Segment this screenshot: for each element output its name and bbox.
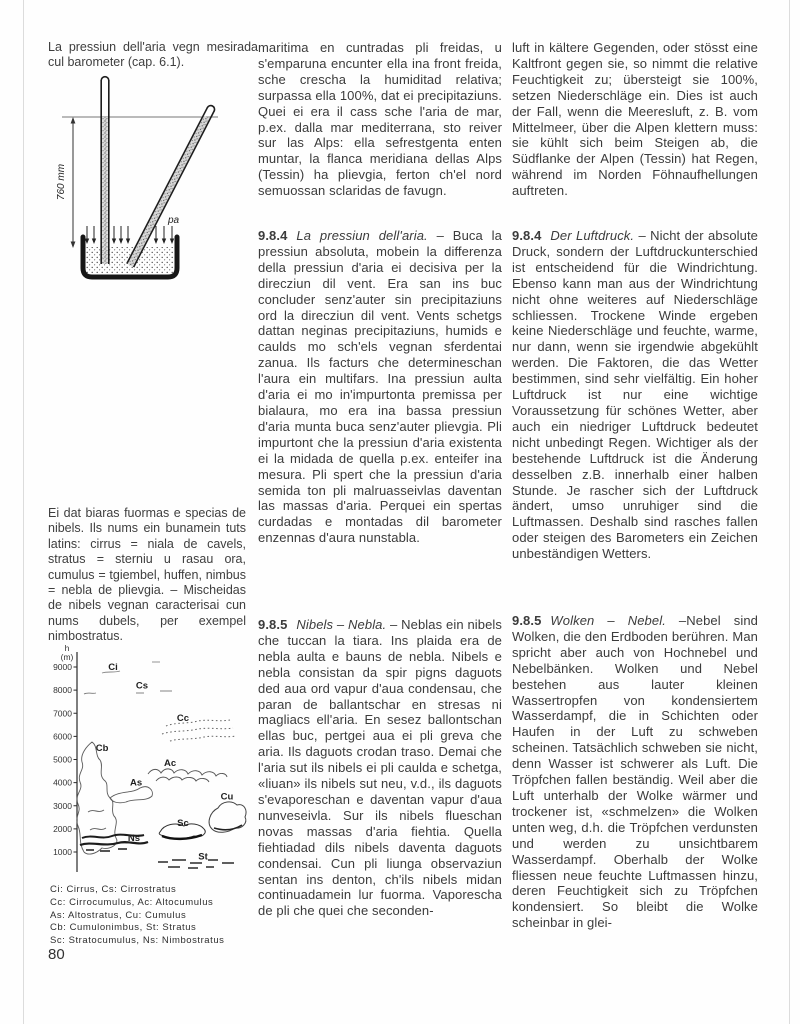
tick-label: 6000 <box>53 731 72 742</box>
section-title: Der Luftdruck. <box>550 228 635 243</box>
legend-line: As: Altostratus, Cu: Cumulus <box>50 909 187 921</box>
tick-label: 5000 <box>53 754 72 765</box>
vertical-tube <box>101 77 109 264</box>
section-body: – Nicht der absolute Druck, sondern der Luftdruckunterschied ist entscheidend für die Windrichtung. Ebenso kann man aus der Windrichtung nicht ohne weiteres auf Niederschläge schliessen. Trockene Winde ergeben keine Niederschläge und feuchte, warme, nur dann, wenn sie irgendwie abgekühlt werden. Die Faktoren, die das Wetter bestimmen, sind sehr vielfältig. Ein hoher Luftdruck ist nur eine wichtige Voraussetzung für schönes Wetter, aber auch ein niedriger Luftdruck bedeutet nicht unbedingt Regen. Wichtiger als der bestehende Luftdruck ist die Änderung desselben z.B. innerhalb einer halben Stunde. Je rascher sich der Luftdruck ändert, umso unruhiger sind die Luftmassen. Deshalb sind rasches fallen oder steigen des Barometers ein Zeichen unbeständigen Wetters. <box>512 228 759 562</box>
middle-paragraph-continuation: maritima en cuntradas pli freidas, u s'emparuna encunter ella ina front freida, sche crescha la humiditad relativa; surpassa ella 100%, dat ei precipitaziuns. Quei ei era il cass sche l'aria de mar, p.ex. dalla mar mediterrana, sto reiver sur las Alps: ella sefrestgenta enten muntar, la flanca meridiana dellas Alps (Tessin) ha plievgia, ferton ch'el nord semuossan sclaridas de favugn. <box>258 40 502 199</box>
barometer-figure <box>56 76 224 281</box>
tick-label: 2000 <box>53 823 72 834</box>
cloud-label: Ac <box>163 757 177 769</box>
caption-clouds: Ei dat biaras fuormas e specias de nibels. Ils nums ein bunamein tuts latins: cirrus = niala de cavels, stratus = sterniu u rasau ora, cumulus = tgiembel, huffen, nimbus = nebla de plievgia. – Mischeidas de nibels vegnan caracterisai cun nums dubels, per exempel nimbostratus. <box>48 506 246 644</box>
stratus-sketch <box>158 860 234 868</box>
section-title: Nibels – Nebla. <box>296 617 387 632</box>
cirrocumulus-sketch <box>162 720 236 741</box>
cloud-label: Cs <box>135 680 149 692</box>
height-measure-label: 760 mm <box>56 163 67 201</box>
section-number: 9.8.5 <box>512 613 542 628</box>
legend-line: Cc: Cirrocumulus, Ac: Altocumulus <box>50 896 214 908</box>
altocumulus-sketch <box>148 769 227 782</box>
right-paragraph-continuation: luft in kältere Gegenden, oder stösst eine Kaltfront gegen sie, so nimmt die relative Feuchtigkeit zu; übersteigt sie 100%, setzen Niederschläge ein. Dies ist auch der Fall, wenn die Meeresluft, z. B. vom Mittelmeer, über die Alpen klettern muss: sie kühlt sich beim Steigen ab, die Südflanke der Alpen (Tessin) hat Regen, während im Norden Föhnaufhellungen auftreten. <box>512 40 758 199</box>
section-number: 9.8.4 <box>512 228 542 243</box>
section-body: – Neblas ein nibels che tuccan la tiara. Ins plaida era de nebla aulta e bauns de nebla. Nibels e nebla consistan da spir pigns daguots ded aua ord vapur d'aua condensau, che paran de ballantschar en stresas ni magliacs ell'aria. En sesez ballontschan ellas buc, pertgei aua ei pli greva che aria. Ils daguots crodan traso. Demai che l'aria sut ils nibels ei pli caulda e schetga, «liuan» ils nibels sut neu, v.d., ils daguots s'evaporeschan e daventan vapur d'aua nunveseivla. Sur ils nibels flueschan novas massas d'aria fiehtia. Quella fiehtiadad dils nibels daventa daguots condensai. Cun pli liunga observaziun sentan ins denton, ch'ils nibels midan continuadamein lur fuorma. Vaporescha de pli che quei che seconden- <box>258 617 503 919</box>
section-number: 9.8.4 <box>258 228 288 243</box>
cloud-label: Cc <box>176 712 190 724</box>
page-edge-left <box>23 0 24 1024</box>
cloud-label: Ci <box>108 662 118 673</box>
right-section-984 <box>512 228 758 562</box>
y-axis-title: h <box>64 643 70 653</box>
caption-barometer: La pressiun dell'aria vegn mesirada cul barometer (cap. 6.1). <box>48 40 258 70</box>
section-title: La pressiun dell'aria. <box>296 228 428 243</box>
middle-section-984 <box>258 228 502 546</box>
cloud-label: Sc <box>177 818 189 830</box>
pressure-label: pa <box>168 215 180 226</box>
right-section-985 <box>512 613 758 931</box>
cloud-label: Cu <box>220 791 234 803</box>
legend-line: Ci: Cirrus, Cs: Cirrostratus <box>50 884 177 895</box>
cloud-label: St <box>198 851 208 863</box>
page-number: 80 <box>48 946 65 963</box>
page-edge-right <box>789 0 790 1024</box>
cloud-chart <box>40 642 250 887</box>
legend-line: Cb: Cumulonimbus, St: Stratus <box>50 922 197 934</box>
tick-label: 3000 <box>53 800 72 811</box>
height-measure-arrow <box>71 117 76 248</box>
y-axis-title-unit: (m) <box>60 652 74 662</box>
cloud-sketches <box>77 662 246 868</box>
pressure-arrows <box>85 226 174 244</box>
section-body: –Nebel sind Wolken, die den Erdboden berühren. Man spricht aber auch von Hochnebel und Nebelbänken. Wolken und Nebel bestehen aus lauter kleinen Wassertropfen von kondensiertem Wasserdampf, die in Schichten oder Haufen in der Luft zu schweben scheinen. Tatsächlich schweben sie nicht, denn Wasser ist schwerer als Luft. Die Tröpfchen fallen beständig. Weil aber die Luft unterhalb der Wolke wärmer und trockener ist, «schmelzen» die Wolken unten weg, d.h. die Tröpfchen verdunsten und werden zu unsichtbarem Wasserdampf. Oberhalb der Wolke fliessen neue feuchte Luftmassen hinzu, deren Feuchtigkeit sich zu Tröpfchen kondensiert. So bleibt die Wolke scheinbar in glei- <box>512 613 758 931</box>
section-title: Wolken – Nebel. <box>550 613 666 628</box>
cirrostratus-sketch <box>84 691 172 694</box>
tick-label: 9000 <box>53 662 72 672</box>
middle-section-985 <box>258 617 502 919</box>
legend-line: Sc: Stratocumulus, Ns: Nimbostratus <box>50 935 225 947</box>
cloud-legend <box>50 884 224 948</box>
section-number: 9.8.5 <box>258 617 288 632</box>
slanted-tube <box>127 104 216 267</box>
tick-label: 1000 <box>53 847 72 857</box>
tick-label: 7000 <box>53 708 72 719</box>
tick-label: 8000 <box>53 685 72 696</box>
tick-label: 4000 <box>53 777 72 788</box>
cloud-label: Ns <box>127 833 141 845</box>
cloud-label: Cb <box>95 742 109 754</box>
section-body: – Buca la pressiun absoluta, mobein la differenza della pressiun d'aria ei decisiva per la direcziun dil vent. Era san ins buc concluder senz'auter sin precipitaziuns ord la direcziun dil vent. Vents schetgs dattan neginas precipitaziuns, humids e caulds mo sch'els vegnan sferdentai zanua. Ils facturs che determineschan l'aura ein multifars. Ina pressiun aulta d'aria ei mo in'impurtonta premissa per bialaura, mo era ina bassa pressiun d'aria munta buca senz'auter plievgia. Pli impurtont che la pressiun d'aria existenta ei la midada de quella p.ex. enteifer ina mesura. Pli spert che la pressiun d'aria semida ton pli malruasseivlas daventan las massas d'aria. Perquei ein spertas curdadas e montadas dil barometer enzennas d'aura nunstabla. <box>258 228 502 546</box>
cloud-label: As <box>129 777 143 789</box>
cumulus-sketch <box>209 802 246 832</box>
